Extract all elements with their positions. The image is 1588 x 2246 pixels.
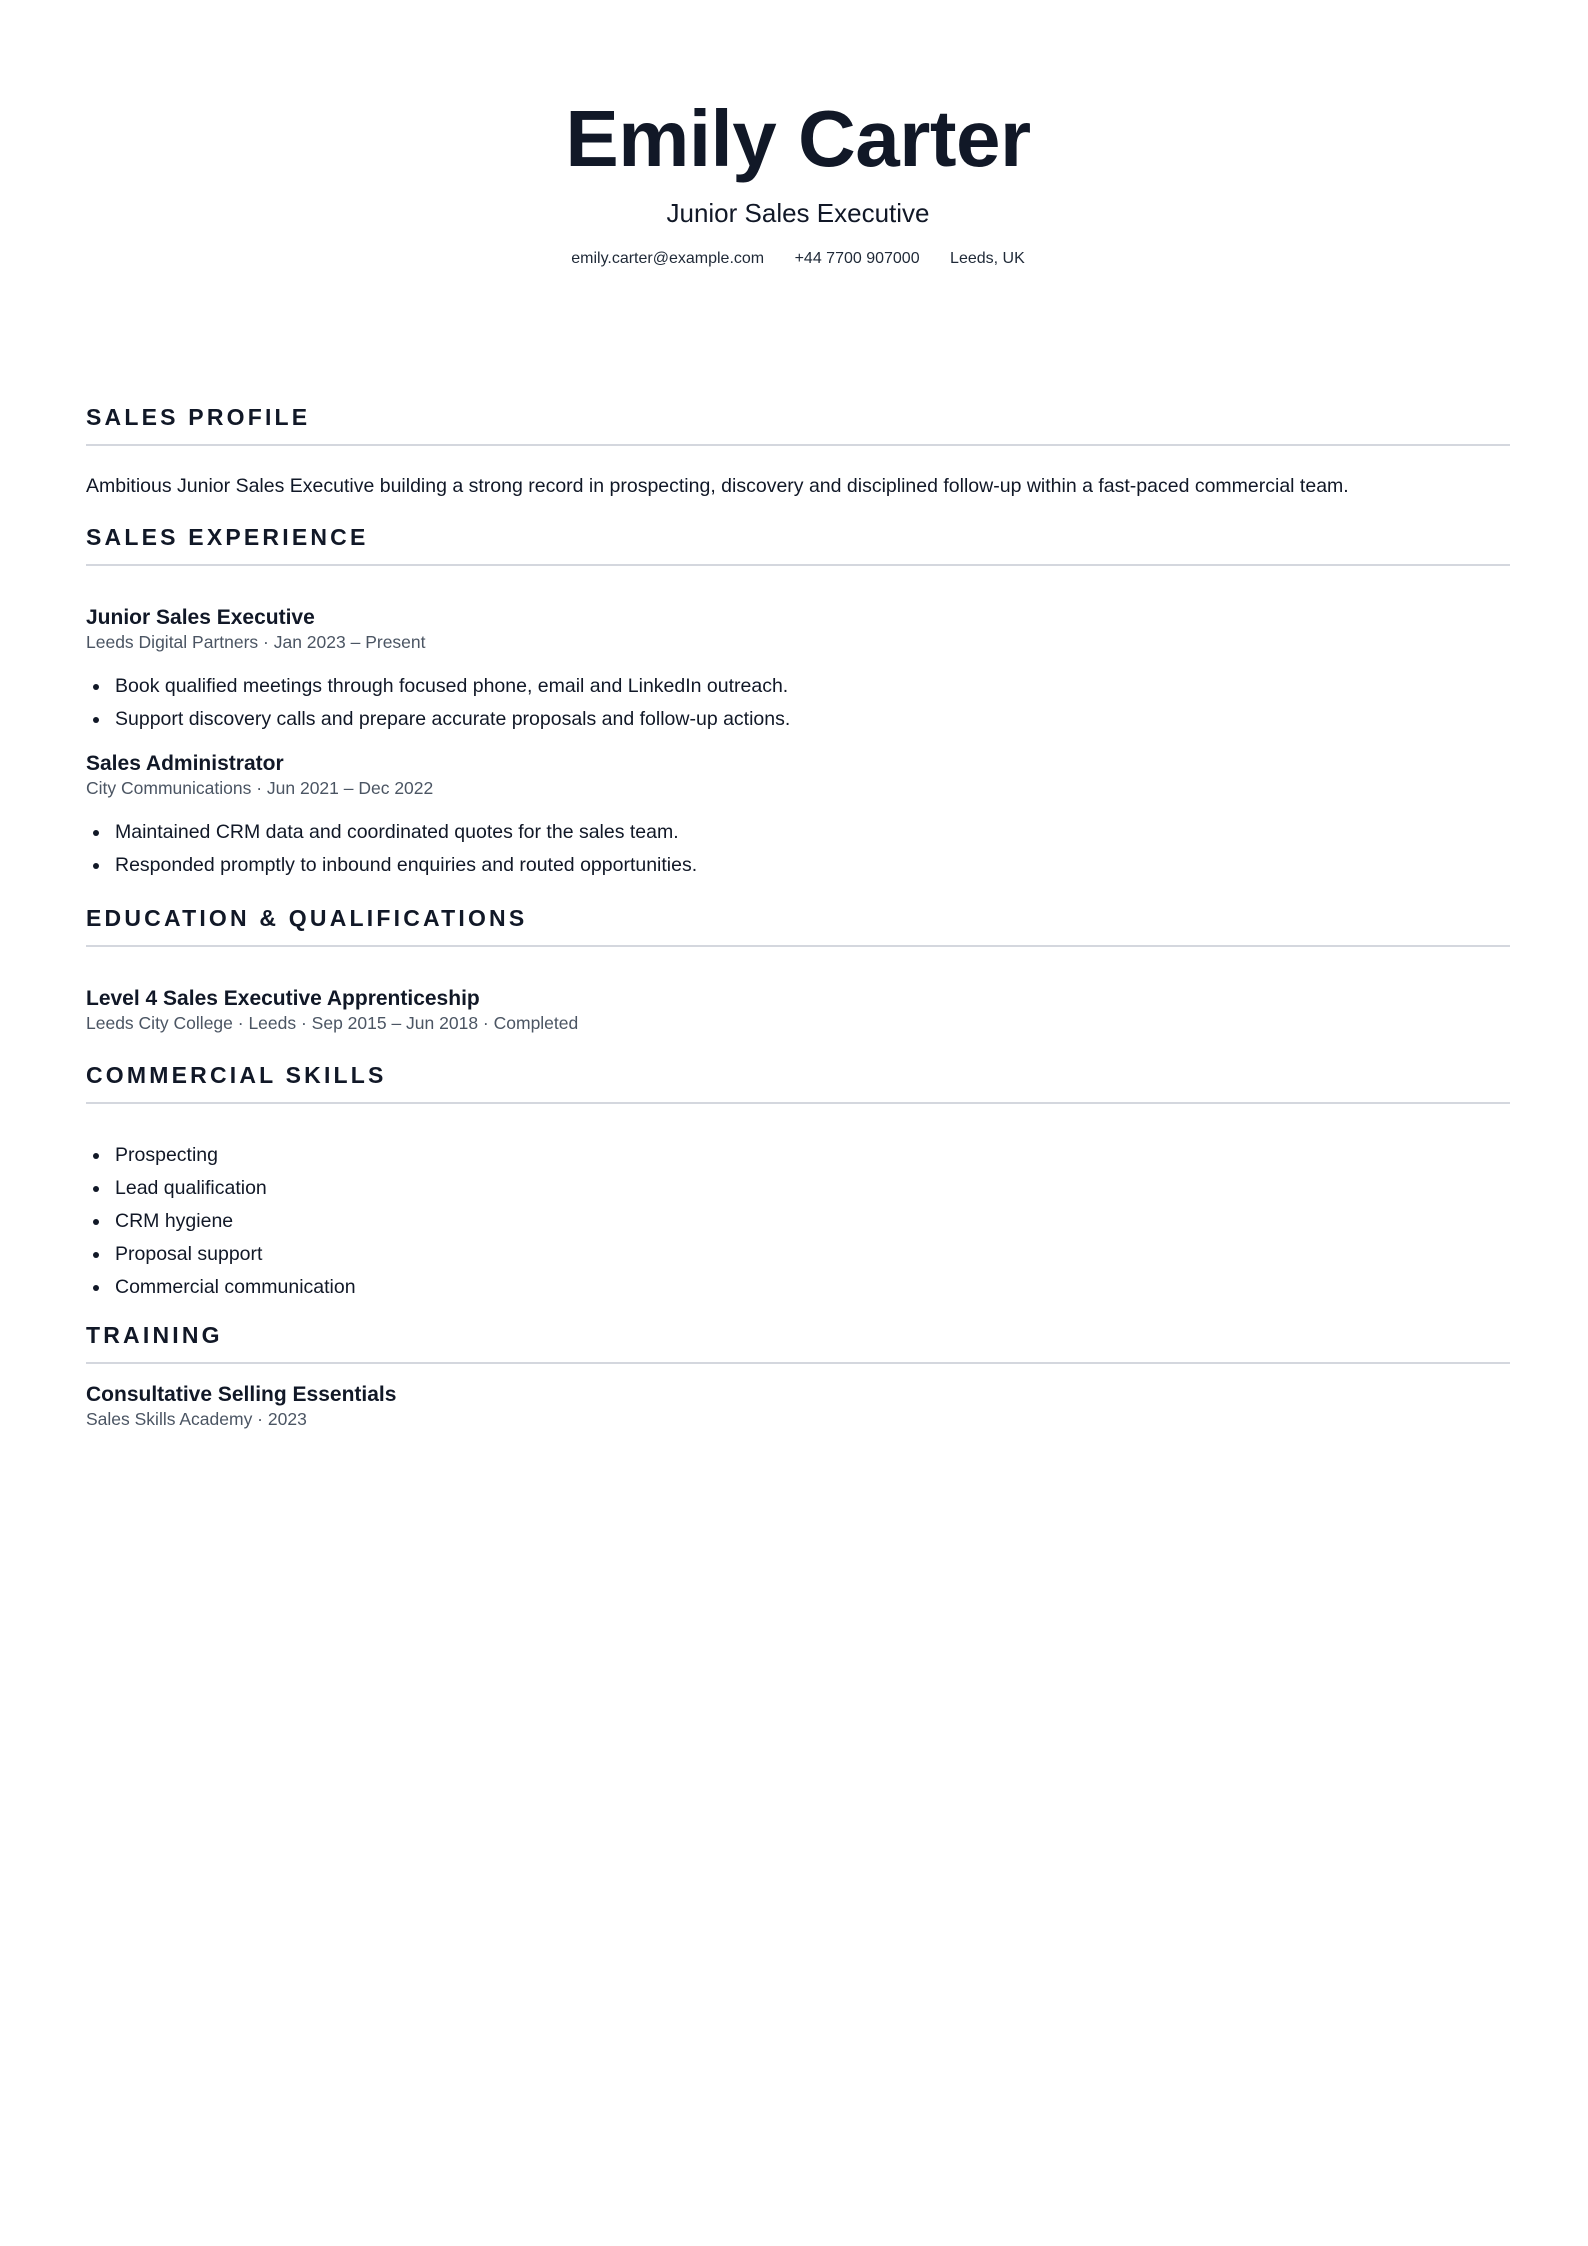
- training-meta: Sales Skills Academy · 2023: [86, 1409, 307, 1429]
- list-item: Commercial communication: [115, 1271, 1510, 1304]
- role-bullets: [86, 670, 1510, 736]
- section-skills: [86, 1060, 1510, 1304]
- role-bullets: [86, 816, 1510, 882]
- list-item: Lead qualification: [115, 1172, 1510, 1205]
- contact-phone: +44 7700 907000: [794, 250, 920, 267]
- contact-location: Leeds, UK: [950, 250, 1025, 267]
- section-divider: [86, 1102, 1510, 1104]
- section-education: [86, 903, 1510, 1034]
- experience-entry: [86, 605, 1510, 736]
- section-heading: SALES PROFILE: [86, 404, 311, 430]
- profile-summary: Ambitious Junior Sales Executive building a strong record in prospecting, discovery and disciplined follow-up within a fast-paced commercial team.: [86, 475, 1349, 497]
- section-divider: [86, 945, 1510, 947]
- role-meta: City Communications · Jun 2021 – Dec 2022: [86, 778, 434, 798]
- section-divider: [86, 444, 1510, 446]
- list-item: Support discovery calls and prepare accurate proposals and follow-up actions.: [115, 703, 1510, 736]
- list-item: Responded promptly to inbound enquiries and routed opportunities.: [115, 849, 1510, 882]
- experience-entry: [86, 751, 1510, 882]
- skills-list: [86, 1139, 1510, 1304]
- list-item: Book qualified meetings through focused phone, email and LinkedIn outreach.: [115, 670, 1510, 703]
- section-divider: [86, 564, 1510, 566]
- list-item: Maintained CRM data and coordinated quotes for the sales team.: [115, 816, 1510, 849]
- training-entry: [86, 1382, 1510, 1430]
- section-divider: [86, 1362, 1510, 1364]
- qualification-title: Level 4 Sales Executive Apprenticeship: [86, 987, 480, 1010]
- qualification-meta: Leeds City College · Leeds · Sep 2015 – Jun 2018 · Completed: [86, 1013, 579, 1033]
- section-profile: [86, 402, 1510, 500]
- list-item: CRM hygiene: [115, 1205, 1510, 1238]
- training-title: Consultative Selling Essentials: [86, 1383, 397, 1406]
- role-meta: Leeds Digital Partners · Jan 2023 – Present: [86, 632, 426, 652]
- section-heading: EDUCATION & QUALIFICATIONS: [86, 905, 528, 931]
- section-heading: SALES EXPERIENCE: [86, 524, 369, 550]
- candidate-title: Junior Sales Executive: [666, 198, 930, 228]
- education-entry: [86, 986, 1510, 1034]
- section-heading: COMMERCIAL SKILLS: [86, 1062, 387, 1088]
- list-item: Prospecting: [115, 1139, 1510, 1172]
- contact-email: emily.carter@example.com: [571, 250, 765, 267]
- list-item: Proposal support: [115, 1238, 1510, 1271]
- section-experience: [86, 522, 1510, 882]
- candidate-name: Emily Carter: [565, 94, 1031, 183]
- section-heading: TRAINING: [86, 1322, 223, 1348]
- resume-header: [86, 0, 1510, 270]
- resume-page: [86, 0, 1510, 1429]
- role-title: Sales Administrator: [86, 752, 284, 775]
- contact-line: [86, 248, 1510, 270]
- role-title: Junior Sales Executive: [86, 606, 315, 629]
- section-training: [86, 1320, 1510, 1430]
